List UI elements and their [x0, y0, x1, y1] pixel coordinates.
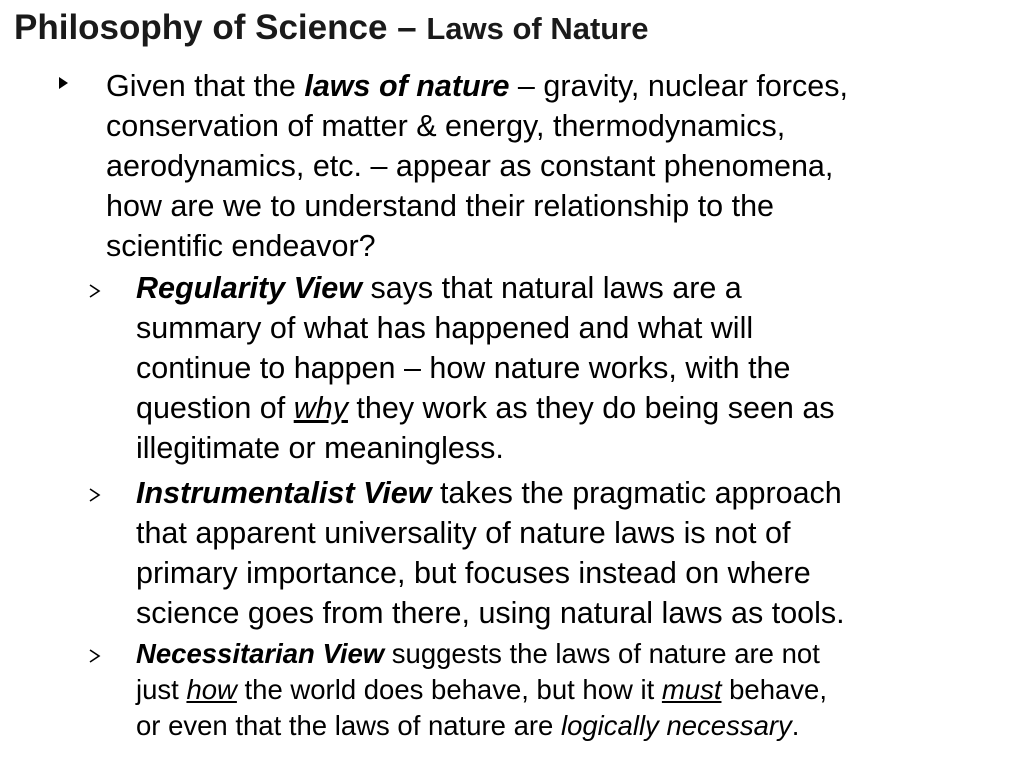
emphasis-must: must [661, 674, 722, 705]
instrumentalist-view-item [136, 473, 1016, 633]
view-line: continue to happen – how nature works, with the [136, 351, 791, 385]
main-point-line [106, 66, 1018, 106]
view-line [136, 672, 1016, 708]
text-run: . [791, 710, 800, 741]
text-run: behave, [721, 674, 827, 705]
main-point-line: conservation of matter & energy, thermodynamics, [106, 109, 786, 143]
text-run: or even that the laws of nature are [136, 710, 561, 741]
regularity-view-item [136, 268, 1016, 468]
text-run: suggests the laws of nature are not [384, 638, 820, 669]
view-name: Necessitarian View [136, 638, 385, 669]
view-name: Regularity View [136, 271, 362, 305]
main-point-line: how are we to understand their relationship to the [106, 189, 775, 223]
text-run: the world does behave, but how it [236, 674, 662, 705]
view-line [136, 473, 1016, 513]
necessitarian-view-item [136, 636, 1016, 744]
text-run: just [136, 674, 187, 705]
chevron-bullet-icon [86, 486, 104, 504]
text-run: – gravity, nuclear forces, [509, 69, 848, 103]
view-line: summary of what has happened and what will [136, 311, 754, 345]
text-run: says that natural laws are a [362, 271, 742, 305]
text-run: Given that the [106, 69, 305, 103]
emphasis-laws-of-nature: laws of nature [304, 69, 510, 103]
chevron-bullet-icon [86, 282, 104, 300]
main-point-line: scientific endeavor? [106, 229, 376, 263]
text-run: they work as they do being seen as [347, 391, 835, 425]
triangle-bullet-icon [58, 76, 70, 90]
emphasis-how: how [186, 674, 237, 705]
emphasis-logically-necessary: logically necessary [560, 710, 792, 741]
view-line: that apparent universality of nature laws is not of [136, 516, 791, 550]
emphasis-why: why [293, 391, 348, 425]
view-line: illegitimate or meaningless. [136, 431, 504, 465]
view-line [136, 268, 1016, 308]
view-line: primary importance, but focuses instead on where [136, 556, 811, 590]
chevron-bullet-icon [86, 647, 104, 665]
slide-title [14, 8, 649, 48]
view-line [136, 708, 1016, 744]
view-line [136, 388, 1016, 428]
view-line [136, 636, 1016, 672]
main-point-line: aerodynamics, etc. – appear as constant phenomena, [106, 149, 834, 183]
view-line: science goes from there, using natural laws as tools. [136, 596, 845, 630]
text-run: question of [136, 391, 294, 425]
text-run: takes the pragmatic approach [431, 476, 842, 510]
view-name: Instrumentalist View [136, 476, 432, 510]
slide-title-main: Philosophy of Science – [14, 8, 427, 47]
main-point-text [106, 66, 1018, 266]
slide-title-sub: Laws of Nature [426, 11, 649, 46]
